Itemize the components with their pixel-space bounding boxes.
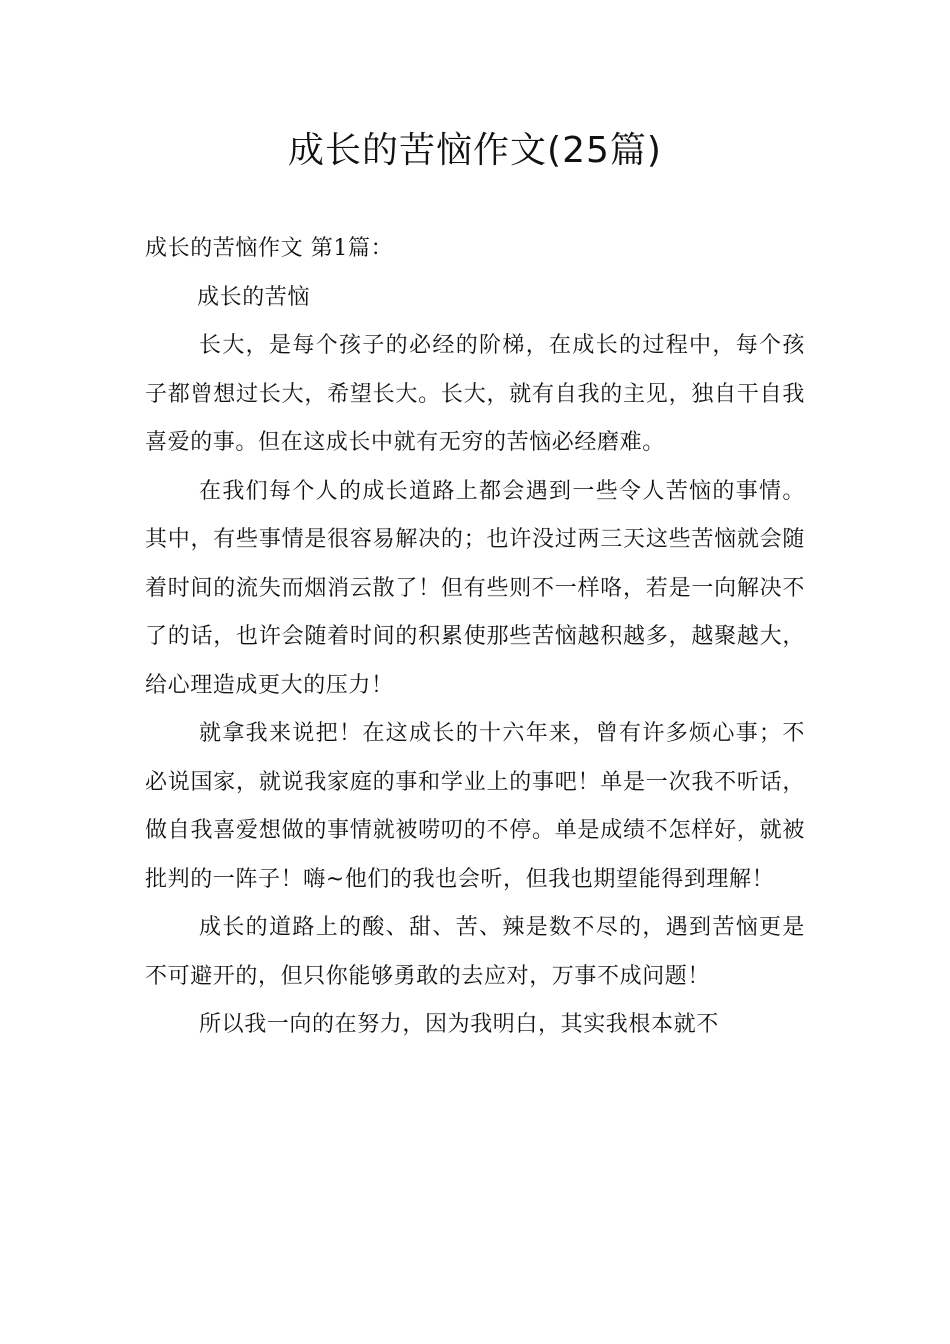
- paragraph-5: 所以我一向的在努力，因为我明白，其实我根本就不: [199, 1012, 719, 1037]
- section-heading: 成长的苦恼作文 第1篇：: [145, 236, 394, 261]
- paragraph-4: 成长的道路上的酸、甜、苦、辣是数不尽的，遇到苦恼更是不可避开的，但只你能够勇敢的去应对，万事不成问题！: [145, 915, 805, 989]
- document-title: 成长的苦恼作文(25篇): [288, 130, 662, 171]
- document-body: [145, 225, 805, 1050]
- paragraph-3: 就拿我来说把！在这成长的十六年来，曾有许多烦心事；不必说国家，就说我家庭的事和学业上的事吧！单是一次我不听话，做自我喜爱想做的事情就被唠叨的不停。单是成绩不怎样好，就被批判的一阵子！嗨~他们的我也会听，但我也期望能得到理解！: [145, 721, 805, 892]
- paragraph-1: 长大，是每个孩子的必经的阶梯，在成长的过程中，每个孩子都曾想过长大，希望长大。长大，就有自我的主见，独自干自我喜爱的事。但在这成长中就有无穷的苦恼必经磨难。: [145, 333, 805, 455]
- essay-subheading: 成长的苦恼: [197, 284, 311, 310]
- paragraph-2: 在我们每个人的成长道路上都会遇到一些令人苦恼的事情。其中，有些事情是很容易解决的；也许没过两三天这些苦恼就会随着时间的流失而烟消云散了！但有些则不一样咯，若是一向解决不了的话，也许会随着时间的积累使那些苦恼越积越多，越聚越大，给心理造成更大的压力！: [145, 478, 805, 698]
